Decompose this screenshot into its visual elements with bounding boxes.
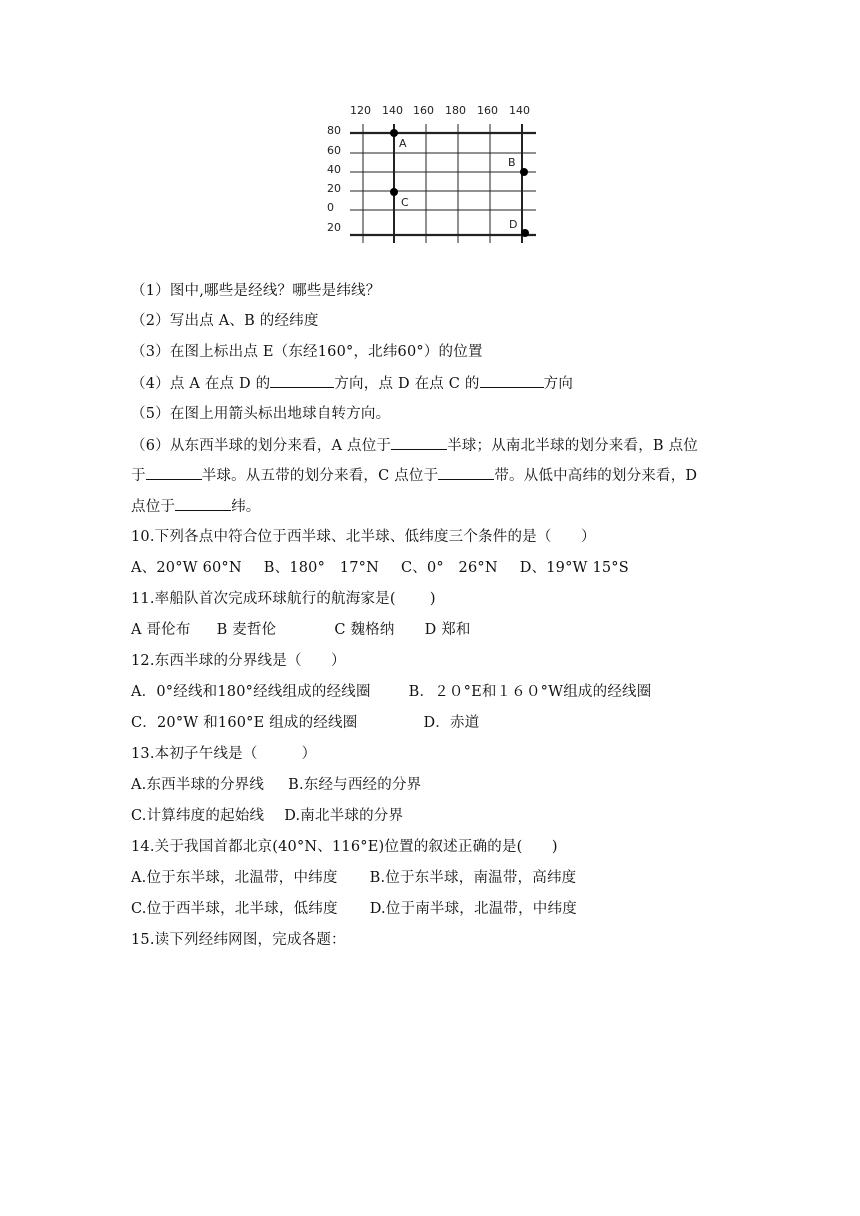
q14-options-row2 bbox=[131, 899, 577, 919]
q13-stem: 13.本初子午线是（ ） bbox=[131, 746, 317, 762]
lon-label: 160 bbox=[477, 104, 498, 117]
q9-sub4-part3: 方向 bbox=[543, 376, 574, 392]
q11-option-c: C 魏格纳 bbox=[334, 622, 395, 638]
lon-label: 180 bbox=[445, 104, 466, 117]
lon-label: 160 bbox=[413, 104, 434, 117]
q13-option-d: D.南北半球的分界 bbox=[284, 808, 404, 824]
answer-blank[interactable] bbox=[270, 373, 334, 388]
answer-blank[interactable] bbox=[175, 496, 231, 511]
q11-stem: 11.率船队首次完成环球航行的航海家是( ) bbox=[131, 591, 436, 607]
q9-sub6-part1: （6）从东西半球的划分来看，A 点位于 bbox=[131, 438, 392, 454]
q9-sub6-part3: 于 bbox=[131, 468, 146, 484]
lat-long-grid-figure bbox=[322, 98, 540, 248]
q9-sub1: （1）图中,哪些是经线？哪些是纬线？ bbox=[131, 283, 381, 299]
answer-blank[interactable] bbox=[391, 435, 447, 450]
q9-sub6-line2 bbox=[131, 465, 697, 486]
q9-sub5: （5）在图上用箭头标出地球自转方向。 bbox=[131, 406, 391, 422]
q9-sub3: （3）在图上标出点 E（东经160°，北纬60°）的位置 bbox=[131, 344, 483, 360]
q9-sub6-part2: 半球；从南北半球的划分来看，B 点位 bbox=[447, 438, 698, 454]
q12-options-row2 bbox=[131, 713, 479, 733]
q10-option-b: B、180° 17°N bbox=[263, 560, 379, 576]
point-c-dot bbox=[390, 188, 398, 196]
q9-sub6-line1 bbox=[131, 435, 698, 456]
lat-label: 0 bbox=[327, 201, 334, 214]
q12-option-b: B．２０°E和１６０°W组成的经线圈 bbox=[408, 684, 652, 700]
q11-options bbox=[131, 620, 471, 640]
point-c-label: C bbox=[401, 196, 409, 209]
point-a-dot bbox=[390, 129, 398, 137]
lon-label: 140 bbox=[509, 104, 530, 117]
lat-label: 80 bbox=[327, 124, 341, 137]
q12-option-a: A．0°经线和180°经线组成的经线圈 bbox=[131, 684, 371, 700]
q11-option-a: A 哥伦布 bbox=[131, 622, 191, 638]
q13-option-c: C.计算纬度的起始线 bbox=[131, 808, 265, 824]
lat-label: 40 bbox=[327, 163, 341, 176]
q9-sub6-part5: 带。从低中高纬的划分来看，D bbox=[494, 468, 698, 484]
answer-blank[interactable] bbox=[146, 465, 202, 480]
point-d-label: D bbox=[509, 218, 518, 231]
lat-label: 20 bbox=[327, 221, 341, 234]
q14-option-d: D.位于南半球，北温带，中纬度 bbox=[369, 901, 577, 917]
lat-label: 60 bbox=[327, 144, 341, 157]
q14-option-a: A.位于东半球，北温带，中纬度 bbox=[131, 870, 338, 886]
q9-sub6-part7: 纬。 bbox=[231, 499, 261, 515]
q9-sub6-part6: 点位于 bbox=[131, 499, 176, 515]
q11-option-d: D 郑和 bbox=[424, 622, 471, 638]
lon-label: 140 bbox=[382, 104, 403, 117]
lon-label: 120 bbox=[350, 104, 371, 117]
q12-option-d: D．赤道 bbox=[423, 715, 480, 731]
q10-stem: 10.下列各点中符合位于西半球、北半球、低纬度三个条件的是（ ） bbox=[131, 529, 596, 545]
q10-options bbox=[131, 558, 629, 578]
q9-sub4 bbox=[131, 373, 573, 394]
lat-label: 20 bbox=[327, 182, 341, 195]
point-b-label: B bbox=[508, 156, 516, 169]
q11-option-b: B 麦哲伦 bbox=[216, 622, 277, 638]
point-a-label: A bbox=[399, 137, 407, 150]
q13-options-row2 bbox=[131, 806, 403, 826]
q14-option-c: C.位于西半球，北半球，低纬度 bbox=[131, 901, 338, 917]
q9-sub4-part2: 方向，点 D 在点 C 的 bbox=[334, 376, 480, 392]
q14-option-b: B.位于东半球，南温带，高纬度 bbox=[369, 870, 577, 886]
point-b-dot bbox=[520, 168, 528, 176]
q9-sub4-part1: （4）点 A 在点 D 的 bbox=[131, 376, 271, 392]
q12-option-c: C．20°W 和160°E 组成的经线圈 bbox=[131, 715, 358, 731]
q13-option-a: A.东西半球的分界线 bbox=[131, 777, 265, 793]
q10-option-a: A、20°W 60°N bbox=[131, 560, 242, 576]
q15-stem: 15.读下列经纬网图，完成各题： bbox=[131, 932, 346, 948]
q9-sub6-part4: 半球。从五带的划分来看，C 点位于 bbox=[201, 468, 439, 484]
q13-option-b: B.东经与西经的分界 bbox=[288, 777, 422, 793]
q10-option-c: C、0° 26°N bbox=[400, 560, 498, 576]
answer-blank[interactable] bbox=[438, 465, 494, 480]
point-d-dot bbox=[521, 229, 529, 237]
q10-option-d: D、19°W 15°S bbox=[519, 560, 629, 576]
q9-sub2: （2）写出点 A、B 的经纬度 bbox=[131, 313, 319, 329]
q13-options-row1 bbox=[131, 775, 421, 795]
q9-sub6-line3 bbox=[131, 496, 261, 517]
q14-options-row1 bbox=[131, 868, 576, 888]
answer-blank[interactable] bbox=[480, 373, 544, 388]
q12-stem: 12.东西半球的分界线是（ ） bbox=[131, 653, 346, 669]
q14-stem: 14.关于我国首都北京(40°N、116°E)位置的叙述正确的是( ) bbox=[131, 839, 558, 855]
q12-options-row1 bbox=[131, 682, 651, 702]
